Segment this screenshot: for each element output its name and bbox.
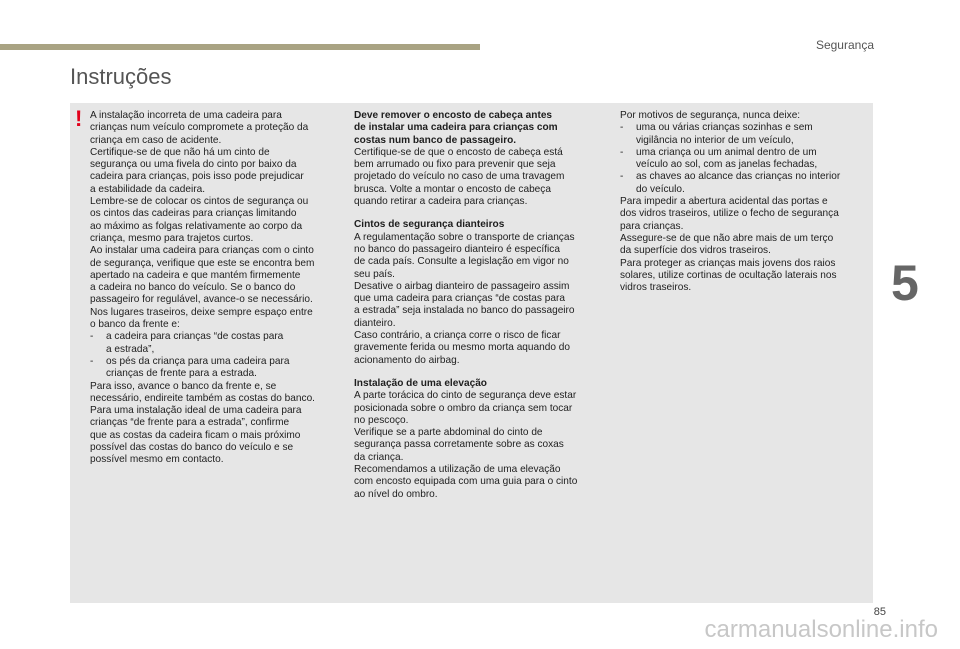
text-line: cadeira para crianças, pois isso pode prejudicar <box>90 171 304 183</box>
col1-text-a <box>90 110 342 331</box>
text-line: para crianças. <box>620 220 684 232</box>
list-item-line: as chaves ao alcance das crianças no interior <box>636 171 841 183</box>
text-line: Para proteger as crianças mais jovens dos raios <box>620 257 836 269</box>
list-marker: - <box>90 331 94 343</box>
text-line: seu país. <box>354 268 395 280</box>
text-line: quando retirar a cadeira para crianças. <box>354 196 528 208</box>
text-line: A parte torácica do cinto de segurança deve estar <box>354 390 577 402</box>
text-line: ao máximo as folgas relativamente ao corpo da <box>90 220 303 232</box>
column-2 <box>354 110 610 501</box>
front-belts-text <box>354 232 610 367</box>
text-line: de cada país. Consulte a legislação em vigor no <box>354 256 569 268</box>
text-line: o banco da frente e: <box>90 319 180 331</box>
list-item <box>620 171 860 196</box>
booster-text <box>354 390 610 501</box>
col3-list <box>620 122 860 196</box>
text-line: possível mesmo em contacto. <box>90 454 224 466</box>
headrest-heading <box>354 110 610 147</box>
list-item-line: veículo ao sol, com as janelas fechadas, <box>636 159 818 171</box>
text-line: dianteiro. <box>354 317 396 329</box>
text-line: necessário, endireite também as costas do banco. <box>90 392 315 404</box>
booster-heading <box>354 378 610 390</box>
text-line: brusca. Volte a montar o encosto de cabeça <box>354 183 551 195</box>
text-line: A regulamentação sobre o transporte de crianças <box>354 231 575 243</box>
text-line: segurança ou uma fivela do cinto por baixo da <box>90 159 297 171</box>
watermark: carmanualsonline.info <box>704 616 938 643</box>
text-line: a estrada” seja instalada no banco do passageiro <box>354 305 575 317</box>
text-line: que as costas da cadeira ficam o mais próximo <box>90 429 301 441</box>
text-line: Por motivos de segurança, nunca deixe: <box>620 110 801 121</box>
text-line: que uma cadeira para crianças “de costas para <box>354 293 565 305</box>
text-line: Para uma instalação ideal de uma cadeira para <box>90 405 302 417</box>
text-line: de instalar uma cadeira para crianças com <box>354 122 558 134</box>
text-line: projetado do veículo no caso de uma travagem <box>354 171 565 183</box>
text-line: Caso contrário, a criança corre o risco de ficar <box>354 330 561 342</box>
text-line: gravemente ferida ou mesmo morta aquando do <box>354 342 571 354</box>
list-item-line: crianças de frente para a estrada. <box>106 368 257 380</box>
column-1 <box>90 110 342 467</box>
list-marker: - <box>620 122 624 134</box>
text-line: Ao instalar uma cadeira para crianças com o cinto <box>90 245 314 257</box>
front-belts-heading <box>354 219 610 231</box>
col3-text-b <box>620 196 860 294</box>
list-item-line: vigilância no interior de um veículo, <box>636 134 794 146</box>
text-line: solares, utilize cortinas de ocultação laterais nos <box>620 269 837 281</box>
text-line: ao nível do ombro. <box>354 488 438 500</box>
text-line: a cadeira no banco do veículo. Se o banco do <box>90 282 296 294</box>
col1-text-b <box>90 381 342 467</box>
text-line: possível das costas do banco do veículo e se <box>90 442 294 454</box>
text-line: no banco do passageiro dianteiro é específica <box>354 243 560 255</box>
list-item-line: uma ou várias crianças sozinhas e sem <box>636 122 813 134</box>
text-line: posicionada sobre o ombro da criança sem tocar <box>354 402 573 414</box>
text-line: crianças “de frente para a estrada”, confirme <box>90 417 290 429</box>
page-title: Instruções <box>70 64 172 89</box>
page-number: 85 <box>873 606 886 618</box>
list-item <box>620 122 860 147</box>
list-marker: - <box>620 146 624 158</box>
chapter-number: 5 <box>891 255 919 311</box>
section-label: Segurança <box>815 38 874 52</box>
list-marker: - <box>620 171 624 183</box>
text-line: vidros traseiros. <box>620 282 692 294</box>
text-line: crianças num veículo compromete a proteção da <box>90 122 309 134</box>
warning-icon: ! <box>75 106 83 131</box>
text-line: Certifique-se de que o encosto de cabeça está <box>354 146 563 158</box>
text-line: dos vidros traseiros, utilize o fecho de segurança <box>620 208 839 220</box>
text-line: Lembre-se de colocar os cintos de segurança ou <box>90 196 309 208</box>
text-line: no pescoço. <box>354 414 409 426</box>
text-line: bem arrumado ou fixo para prevenir que seja <box>354 159 556 171</box>
list-marker: - <box>90 355 94 367</box>
text-line: a estabilidade da cadeira. <box>90 183 206 195</box>
text-line: de segurança, verifique que este se encontra bem <box>90 257 315 269</box>
list-item <box>90 356 342 381</box>
col1-list <box>90 331 342 380</box>
text-line: Assegure-se de que não abre mais de um terço <box>620 232 834 244</box>
list-item-line: os pés da criança para uma cadeira para <box>106 355 290 367</box>
column-3 <box>620 110 860 294</box>
headrest-text <box>354 147 610 208</box>
text-line: Cintos de segurança dianteiros <box>354 219 505 231</box>
list-item <box>90 331 342 356</box>
list-item-line: a estrada”, <box>106 343 155 355</box>
text-line: da superfície dos vidros traseiros. <box>620 245 771 257</box>
text-line: acionamento do airbag. <box>354 354 460 366</box>
col3-intro <box>620 110 860 122</box>
text-line: A instalação incorreta de uma cadeira para <box>90 110 282 121</box>
list-item-line: uma criança ou um animal dentro de um <box>636 146 817 158</box>
header-rule <box>0 44 480 50</box>
text-line: criança em caso de acidente. <box>90 134 222 146</box>
text-line: Certifique-se de que não há um cinto de <box>90 146 270 158</box>
list-item-line: do veículo. <box>636 183 685 195</box>
text-line: Desative o airbag dianteiro de passageiro assim <box>354 280 570 292</box>
text-line: Deve remover o encosto de cabeça antes <box>354 110 553 121</box>
text-line: segurança passa corretamente sobre as coxas <box>354 439 564 451</box>
text-line: costas num banco de passageiro. <box>354 134 517 146</box>
text-line: Nos lugares traseiros, deixe sempre espaço entre <box>90 306 313 318</box>
list-item-line: a cadeira para crianças “de costas para <box>106 331 284 343</box>
text-line: Para isso, avance o banco da frente e, se <box>90 380 277 392</box>
text-line: com encosto equipada com uma guia para o cinto <box>354 476 578 488</box>
text-line: Para impedir a abertura acidental das portas e <box>620 196 828 208</box>
text-line: da criança. <box>354 451 404 463</box>
list-item <box>620 147 860 172</box>
text-line: criança, mesmo para trajetos curtos. <box>90 232 254 244</box>
text-line: Verifique se a parte abdominal do cinto de <box>354 427 543 439</box>
text-line: apertado na cadeira e que mantém firmemente <box>90 269 301 281</box>
text-line: Recomendamos a utilização de uma elevação <box>354 464 561 476</box>
text-line: Instalação de uma elevação <box>354 377 487 389</box>
text-line: os cintos das cadeiras para crianças limitando <box>90 208 297 220</box>
text-line: passageiro for regulável, avance-o se necessário. <box>90 294 313 306</box>
